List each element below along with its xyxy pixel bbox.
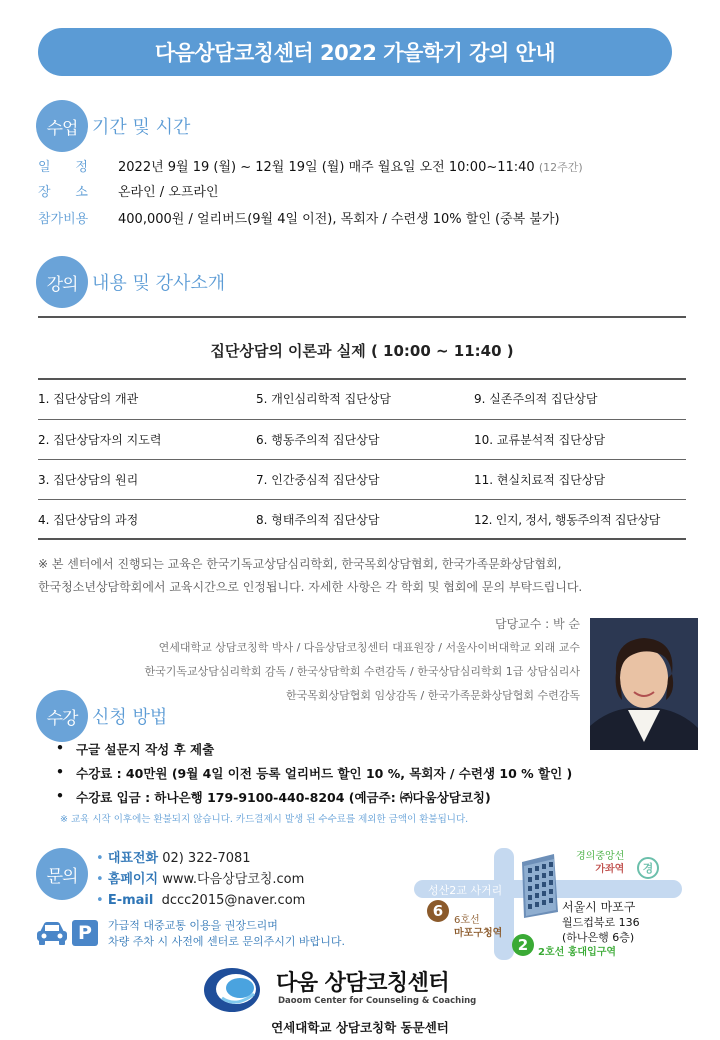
- location-value: 온라인 / 오프라인: [118, 185, 219, 200]
- course-title: 집단상담의 이론과 실제 ( 10:00 ~ 11:40 ): [210, 342, 514, 360]
- bullet-dot: •: [56, 764, 64, 779]
- homepage-label: 홈페이지: [107, 872, 159, 887]
- course-row: [38, 420, 686, 460]
- schedule-date-text: 2022년 9월 19 (월) ~ 12월 19일 (월) 매주 월요일 오전 10:00~11:40: [118, 160, 535, 175]
- section-apply-title: 신청 방법: [92, 707, 168, 728]
- gyeongui-station: [576, 850, 624, 876]
- phone-value[interactable]: 02) 322-7081: [162, 851, 251, 866]
- address-line: (하나은행 6층): [562, 931, 635, 944]
- transport-note-line: 차량 주차 시 사전에 센터로 문의주시기 바랍니다.: [108, 935, 345, 948]
- course-item: 9. 실존주의적 집단상담: [474, 392, 598, 406]
- address-line: 월드컵북로 136: [562, 916, 640, 929]
- course-row: [38, 378, 686, 420]
- professor-bio-line: 한국기독교상담심리학회 감독 / 한국상담학회 수련감독 / 한국상담심리학회 1급 상담심리사: [144, 665, 580, 678]
- contact-circle: 문의: [36, 848, 88, 900]
- bullet-dot: •: [56, 740, 64, 755]
- line6-line-label: 6호선: [454, 915, 480, 926]
- email-label: E-mail: [107, 893, 154, 908]
- homepage-link[interactable]: www.다음상담코칭.com: [162, 872, 305, 887]
- course-item: 12. 인지, 정서, 행동주의적 집단상담: [474, 512, 661, 527]
- line6-station-name: 마포구청역: [454, 928, 503, 939]
- line6-number: 6: [432, 902, 444, 920]
- map-address: [562, 900, 640, 945]
- section-schedule-title: 기간 및 시간: [92, 117, 191, 138]
- location-map: [414, 846, 682, 962]
- course-item: 8. 형태주의적 집단상담: [256, 512, 380, 527]
- location-row: [38, 181, 688, 208]
- gyeongui-station-name: 가좌역: [595, 864, 625, 875]
- course-item: 7. 인간중심적 집단상담: [256, 473, 380, 487]
- apply-item-text: 구글 설문지 작성 후 제출: [76, 742, 215, 757]
- contact-home-row: • 홈페이지 www.다음상담코칭.com: [96, 872, 305, 887]
- line2-station: 2호선 홍대입구역: [538, 947, 617, 958]
- line6-station: [454, 914, 502, 940]
- apply-item-text: 수강료 : 40만원 (9월 4일 이전 등록 얼리버드 할인 10 %, 목회자 / 수련생 10 % 할인 ): [76, 766, 573, 781]
- section-apply-circle: 수강: [36, 690, 88, 742]
- fee-label: 참가비용: [38, 212, 89, 227]
- course-item: 2. 집단상담자의 지도력: [38, 433, 162, 447]
- apply-item: [56, 740, 676, 764]
- section-course-circle: 강의: [36, 256, 88, 308]
- center-logo-icon: [202, 964, 266, 1014]
- contact-info: [96, 848, 305, 911]
- professor-name: 담당교수 : 박 순: [494, 617, 580, 631]
- schedule-weeks-note: (12주간): [538, 161, 583, 174]
- course-item: 10. 교류분석적 집단상담: [474, 433, 606, 447]
- contact-email-row: • E-mail dccc2015@naver.com: [96, 893, 306, 908]
- section-apply-header: [36, 690, 167, 742]
- schedule-value: [118, 156, 583, 181]
- professor-bio-line: 한국목회상담협회 임상감독 / 한국가족문화상담협회 수련감독: [286, 689, 580, 702]
- page-banner: [38, 28, 672, 76]
- crossroad-label: 성산2교 사거리: [428, 884, 503, 897]
- center-logo-name: 다움 상담코칭센터: [276, 971, 450, 996]
- apply-item-text: 수강료 입금 : 하나은행 179-9100-440-8204 (예금주: ㈜다움상담코칭): [76, 790, 491, 805]
- car-icon: [36, 920, 68, 946]
- section-schedule-circle: 수업: [36, 100, 88, 152]
- professor-bio-line: 연세대학교 상담코칭학 박사 / 다음상담코칭센터 대표원장 / 서울사이버대학교 외래 교수: [158, 641, 580, 654]
- apply-item: [56, 764, 676, 788]
- transport-note: [108, 918, 345, 950]
- accreditation-note-line: ※ 본 센터에서 진행되는 교육은 한국기독교상담심리학회, 한국목회상담협회, 한국가족문화상담협회,: [38, 557, 562, 571]
- line2-number: 2: [517, 936, 529, 954]
- section-course-title: 내용 및 강사소개: [92, 273, 226, 294]
- divider: [38, 316, 686, 318]
- course-table: [38, 378, 686, 540]
- section-schedule-header: [36, 100, 190, 152]
- building-icon: [522, 854, 558, 918]
- schedule-label: 일 정: [38, 160, 88, 175]
- course-item: 1. 집단상담의 개관: [38, 392, 139, 406]
- schedule-info: [38, 156, 688, 233]
- course-row: [38, 460, 686, 500]
- course-item: 11. 현실치료적 집단상담: [474, 473, 606, 487]
- address-line: 서울시 마포구: [562, 900, 636, 914]
- professor-photo: [590, 618, 698, 750]
- contact-phone-row: • 대표전화 02) 322-7081: [96, 851, 251, 866]
- fee-value: 400,000원 / 얼리버드(9월 4일 이전), 목회자 / 수련생 10% 할인 (중복 불가): [118, 212, 560, 227]
- bullet-dot: •: [56, 788, 64, 803]
- parking-icon: P: [72, 920, 98, 946]
- affiliation: 연세대학교 상담코칭학 동문센터: [271, 1020, 449, 1035]
- center-logo-en: Daoom Center for Counseling & Coaching: [278, 996, 477, 1006]
- apply-item: [56, 788, 676, 812]
- course-item: 5. 개인심리학적 집단상담: [256, 392, 391, 406]
- gyeongui-symbol: 경: [642, 862, 654, 875]
- course-item: 6. 행동주의적 집단상담: [256, 433, 380, 447]
- apply-list: [56, 740, 676, 812]
- section-course-header: [36, 256, 225, 308]
- course-item: 3. 집단상담의 원리: [38, 473, 139, 487]
- fee-row: [38, 208, 688, 233]
- gyeongui-line-label: 경의중앙선: [576, 851, 625, 862]
- accreditation-note: [38, 553, 688, 599]
- course-row: [38, 500, 686, 540]
- refund-note: ※ 교육 시작 이후에는 환불되지 않습니다. 카드결제시 발생 된 수수료를 제외한 금액이 환불됩니다.: [60, 814, 469, 825]
- transport-note-line: 가급적 대중교통 이용을 권장드리며: [108, 919, 278, 932]
- banner-title: 다음상담코칭센터 2022 가을학기 강의 안내: [154, 41, 556, 65]
- schedule-row: [38, 156, 688, 181]
- accreditation-note-line: 한국청소년상담학회에서 교육시간으로 인정됩니다. 자세한 사항은 각 학회 및 협회에 문의 부탁드립니다.: [38, 580, 583, 594]
- location-label: 장 소: [38, 185, 88, 200]
- course-item: 4. 집단상담의 과정: [38, 512, 139, 527]
- email-link[interactable]: dccc2015@naver.com: [161, 893, 306, 908]
- phone-label: 대표전화: [107, 851, 159, 866]
